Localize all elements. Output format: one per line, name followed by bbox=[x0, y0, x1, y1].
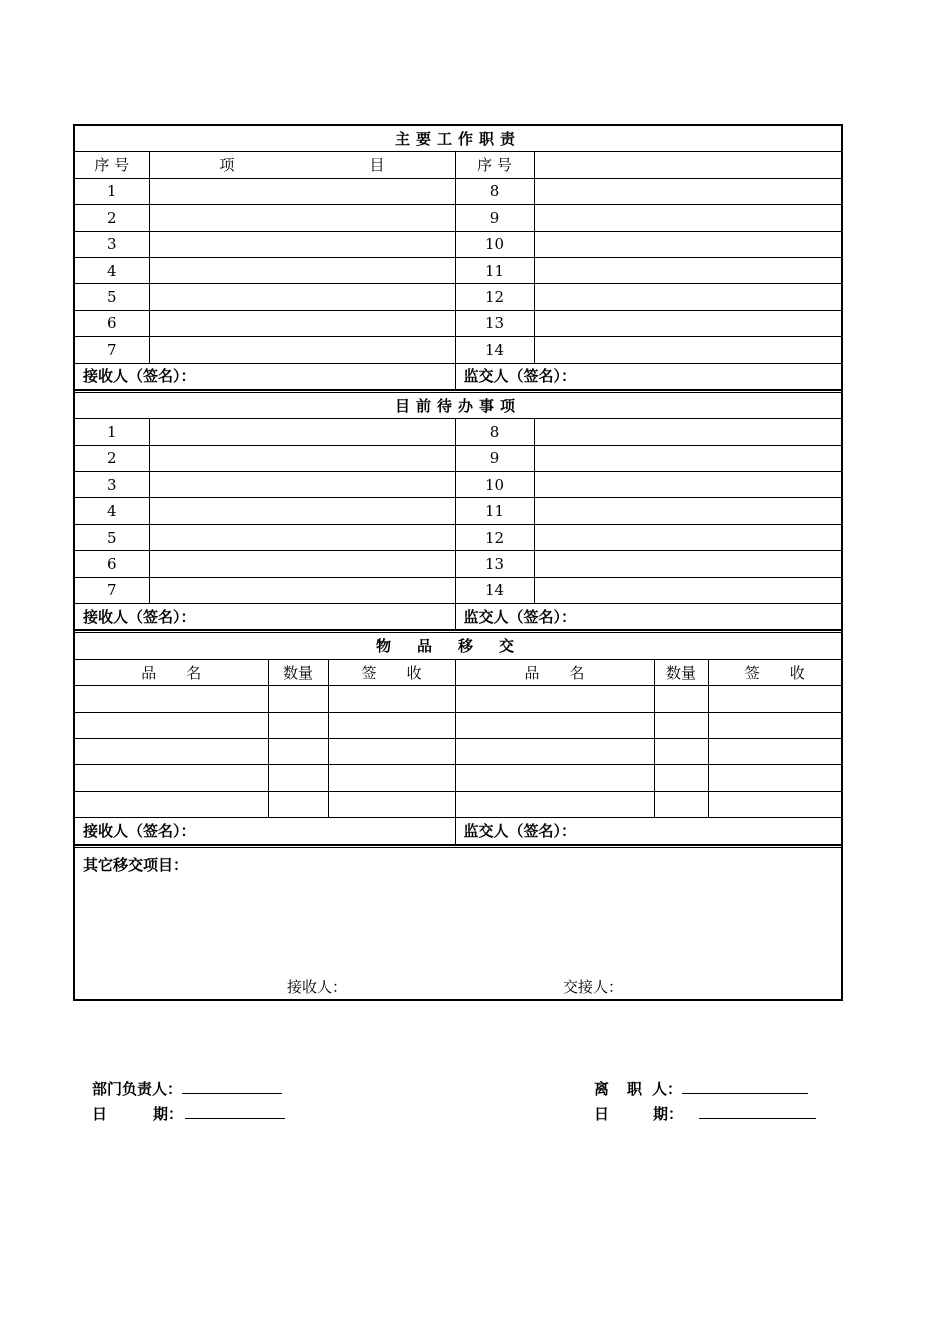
table-row bbox=[75, 419, 841, 445]
item-cell[interactable] bbox=[149, 337, 455, 363]
items-receiver-signature[interactable]: 接收人（签名）： bbox=[75, 818, 455, 844]
pending-supervisor-signature[interactable]: 监交人（签名）： bbox=[455, 604, 841, 630]
sign-cell[interactable] bbox=[708, 791, 841, 817]
item-cell[interactable] bbox=[534, 445, 841, 471]
resigner-label-c: 人： bbox=[652, 1080, 683, 1098]
seq-number: 2 bbox=[75, 205, 149, 231]
date-left-line bbox=[92, 1103, 285, 1124]
duties-table bbox=[75, 126, 841, 390]
sign-header: 签 收 bbox=[328, 659, 455, 685]
item-cell[interactable] bbox=[149, 419, 455, 445]
dept-head-label: 部门负责人： bbox=[92, 1080, 183, 1098]
seq-number: 6 bbox=[75, 310, 149, 336]
seq-header: 序 号 bbox=[75, 152, 149, 178]
date-left-label-a: 日 bbox=[92, 1105, 108, 1123]
item-cell[interactable] bbox=[149, 524, 455, 550]
item-cell[interactable] bbox=[149, 178, 455, 204]
seq-number: 14 bbox=[455, 337, 534, 363]
table-row bbox=[75, 284, 841, 310]
seq-header: 序 号 bbox=[455, 152, 534, 178]
seq-number: 10 bbox=[455, 231, 534, 257]
table-row bbox=[75, 337, 841, 363]
date-right-line bbox=[594, 1103, 816, 1124]
item-cell[interactable] bbox=[534, 524, 841, 550]
item-name-cell[interactable] bbox=[455, 738, 654, 764]
seq-number: 12 bbox=[455, 524, 534, 550]
duties-supervisor-signature[interactable]: 监交人（签名）： bbox=[455, 363, 841, 389]
seq-number: 3 bbox=[75, 472, 149, 498]
item-cell[interactable] bbox=[149, 310, 455, 336]
sign-cell[interactable] bbox=[708, 738, 841, 764]
dept-head-line bbox=[92, 1078, 282, 1099]
date-right-label-b: 期： bbox=[653, 1105, 684, 1123]
quantity-cell[interactable] bbox=[268, 686, 328, 712]
seq-number: 1 bbox=[75, 178, 149, 204]
seq-number: 10 bbox=[455, 472, 534, 498]
date-left-label-b: 期： bbox=[153, 1105, 184, 1123]
item-cell[interactable] bbox=[534, 310, 841, 336]
item-cell[interactable] bbox=[149, 257, 455, 283]
item-name-header: 品 名 bbox=[75, 659, 268, 685]
duties-receiver-signature[interactable]: 接收人（签名）： bbox=[75, 363, 455, 389]
dept-head-field[interactable] bbox=[182, 1079, 282, 1094]
seq-number: 5 bbox=[75, 284, 149, 310]
table-row bbox=[75, 472, 841, 498]
items-title: 物品移交 bbox=[75, 632, 841, 659]
seq-number: 3 bbox=[75, 231, 149, 257]
table-row bbox=[75, 738, 841, 764]
item-cell[interactable] bbox=[149, 445, 455, 471]
seq-number: 11 bbox=[455, 257, 534, 283]
duties-title: 主要工作职责 bbox=[75, 126, 841, 152]
item-name-cell[interactable] bbox=[75, 791, 268, 817]
quantity-cell[interactable] bbox=[654, 791, 708, 817]
item-cell[interactable] bbox=[534, 577, 841, 603]
quantity-cell[interactable] bbox=[268, 712, 328, 738]
sign-cell[interactable] bbox=[708, 765, 841, 791]
table-row bbox=[75, 498, 841, 524]
item-cell[interactable] bbox=[534, 178, 841, 204]
seq-number: 12 bbox=[455, 284, 534, 310]
pending-receiver-signature[interactable]: 接收人（签名）： bbox=[75, 604, 455, 630]
items-table bbox=[75, 630, 841, 844]
quantity-cell[interactable] bbox=[268, 765, 328, 791]
sign-cell[interactable] bbox=[328, 791, 455, 817]
item-name-cell[interactable] bbox=[455, 712, 654, 738]
resigner-label-a: 离 bbox=[594, 1080, 610, 1098]
table-row bbox=[75, 524, 841, 550]
sign-cell[interactable] bbox=[328, 686, 455, 712]
table-row bbox=[75, 205, 841, 231]
quantity-cell[interactable] bbox=[268, 738, 328, 764]
seq-number: 13 bbox=[455, 551, 534, 577]
item-cell[interactable] bbox=[534, 257, 841, 283]
item-header: 项 目 bbox=[149, 152, 455, 178]
item-cell[interactable] bbox=[534, 472, 841, 498]
item-cell[interactable] bbox=[534, 337, 841, 363]
item-cell[interactable] bbox=[149, 284, 455, 310]
seq-number: 7 bbox=[75, 337, 149, 363]
table-row bbox=[75, 310, 841, 336]
quantity-cell[interactable] bbox=[654, 686, 708, 712]
other-handover-box[interactable] bbox=[75, 845, 841, 999]
seq-number: 9 bbox=[455, 205, 534, 231]
item-cell[interactable] bbox=[534, 498, 841, 524]
seq-number: 5 bbox=[75, 524, 149, 550]
seq-number: 1 bbox=[75, 419, 149, 445]
table-row bbox=[75, 257, 841, 283]
quantity-header: 数量 bbox=[268, 659, 328, 685]
table-row bbox=[75, 791, 841, 817]
item-cell[interactable] bbox=[149, 472, 455, 498]
sign-cell[interactable] bbox=[328, 765, 455, 791]
item-name-cell[interactable] bbox=[75, 738, 268, 764]
table-row bbox=[75, 445, 841, 471]
seq-number: 4 bbox=[75, 257, 149, 283]
item-cell[interactable] bbox=[534, 152, 841, 178]
item-cell[interactable] bbox=[534, 231, 841, 257]
item-cell[interactable] bbox=[534, 419, 841, 445]
pending-title: 目前待办事项 bbox=[75, 391, 841, 418]
quantity-cell[interactable] bbox=[654, 738, 708, 764]
seq-number: 11 bbox=[455, 498, 534, 524]
sign-header: 签 收 bbox=[708, 659, 841, 685]
item-cell[interactable] bbox=[534, 284, 841, 310]
item-name-cell[interactable] bbox=[75, 712, 268, 738]
item-name-cell[interactable] bbox=[75, 765, 268, 791]
sign-cell[interactable] bbox=[328, 738, 455, 764]
item-cell[interactable] bbox=[534, 205, 841, 231]
item-cell[interactable] bbox=[149, 231, 455, 257]
items-supervisor-signature[interactable]: 监交人（签名）： bbox=[455, 818, 841, 844]
quantity-cell[interactable] bbox=[654, 765, 708, 791]
item-cell[interactable] bbox=[149, 205, 455, 231]
resigner-line bbox=[594, 1078, 808, 1099]
seq-number: 7 bbox=[75, 577, 149, 603]
seq-number: 4 bbox=[75, 498, 149, 524]
item-name-cell[interactable] bbox=[455, 686, 654, 712]
sign-cell[interactable] bbox=[708, 686, 841, 712]
item-cell[interactable] bbox=[534, 551, 841, 577]
item-name-header: 品 名 bbox=[455, 659, 654, 685]
item-cell[interactable] bbox=[149, 498, 455, 524]
sign-cell[interactable] bbox=[328, 712, 455, 738]
item-name-cell[interactable] bbox=[455, 765, 654, 791]
table-row bbox=[75, 577, 841, 603]
quantity-cell[interactable] bbox=[654, 712, 708, 738]
table-row bbox=[75, 765, 841, 791]
pending-table bbox=[75, 390, 841, 631]
item-cell[interactable] bbox=[149, 551, 455, 577]
seq-number: 9 bbox=[455, 445, 534, 471]
resigner-field[interactable] bbox=[682, 1079, 808, 1094]
table-row bbox=[75, 231, 841, 257]
item-name-cell[interactable] bbox=[75, 686, 268, 712]
date-right-field[interactable] bbox=[699, 1104, 816, 1119]
date-left-field[interactable] bbox=[185, 1104, 285, 1119]
seq-number: 13 bbox=[455, 310, 534, 336]
seq-number: 14 bbox=[455, 577, 534, 603]
table-row bbox=[75, 712, 841, 738]
resigner-label-b: 职 bbox=[627, 1080, 643, 1098]
seq-number: 8 bbox=[455, 178, 534, 204]
quantity-cell[interactable] bbox=[268, 791, 328, 817]
sign-cell[interactable] bbox=[708, 712, 841, 738]
handover-form bbox=[73, 124, 843, 1001]
other-handover-label: 交接人： bbox=[563, 977, 624, 996]
seq-number: 2 bbox=[75, 445, 149, 471]
seq-number: 6 bbox=[75, 551, 149, 577]
seq-number: 8 bbox=[455, 419, 534, 445]
quantity-header: 数量 bbox=[654, 659, 708, 685]
table-row bbox=[75, 551, 841, 577]
table-row bbox=[75, 686, 841, 712]
item-name-cell[interactable] bbox=[455, 791, 654, 817]
date-right-label-a: 日 bbox=[594, 1105, 610, 1123]
other-items-label: 其它移交项目： bbox=[83, 855, 189, 874]
table-row bbox=[75, 178, 841, 204]
other-receiver-label: 接收人： bbox=[287, 977, 348, 996]
item-cell[interactable] bbox=[149, 577, 455, 603]
